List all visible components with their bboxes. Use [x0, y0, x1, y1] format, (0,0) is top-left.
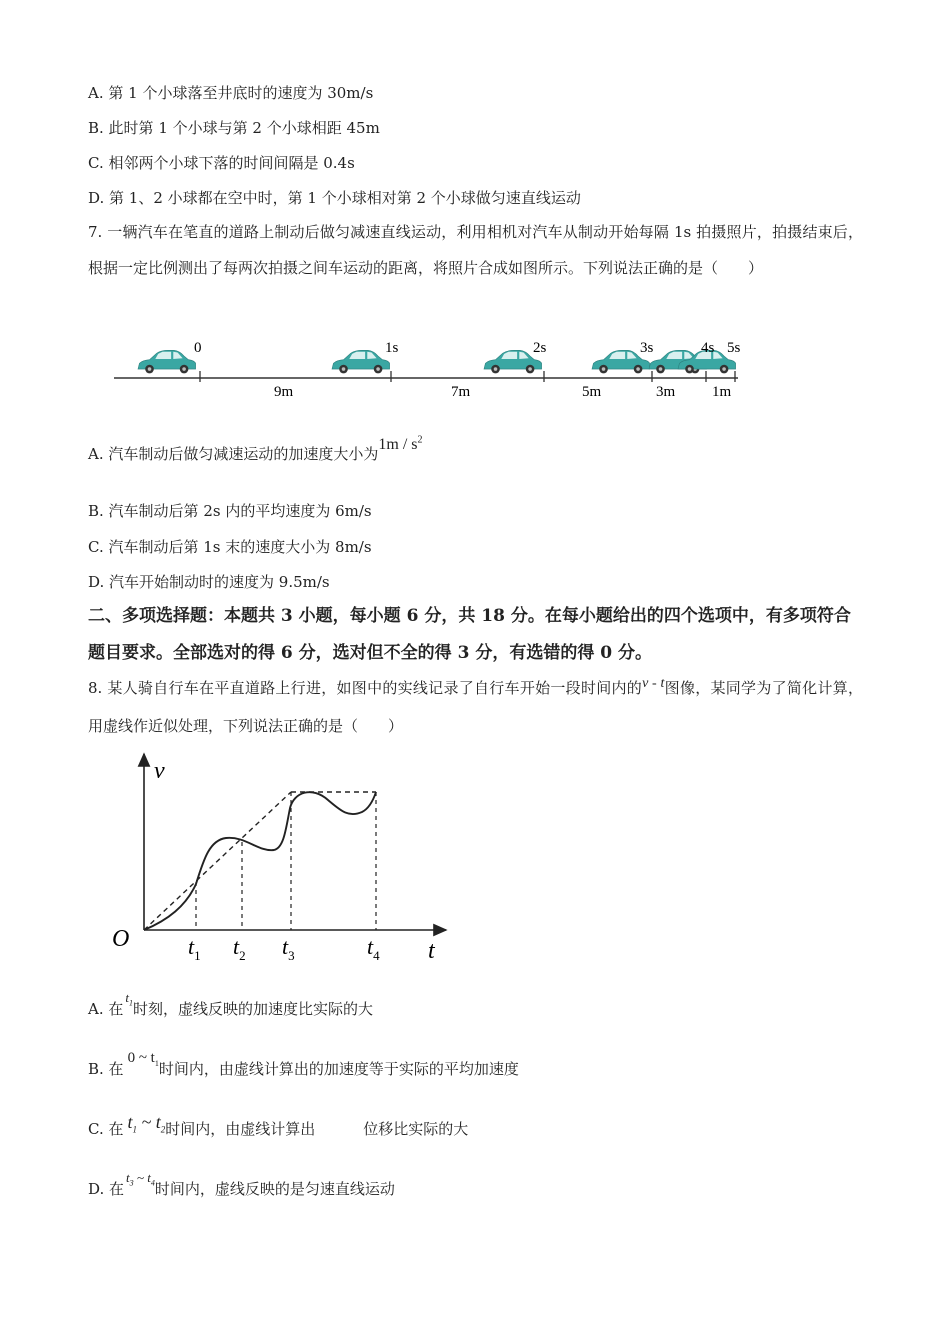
- distance-label-5m: 5m: [582, 384, 602, 400]
- tick-t4: $t_4$: [367, 934, 380, 963]
- section2-heading: 二、多项选择题：本题共 3 小题，每小题 6 分，共 18 分。在每小题给出的四个选项中，有多项符合题目要求。全部选对的得 6 分，选对但不全的得 3 分，有选错的得 0 分。: [88, 606, 851, 663]
- q6-option-c: C. 相邻两个小球下落的时间间隔是 0.4s: [88, 154, 355, 172]
- time-label-3s: 3s: [640, 340, 654, 356]
- q7-car-figure: [108, 332, 758, 410]
- origin-label: O: [112, 926, 130, 952]
- time-label-0: 0: [194, 340, 202, 356]
- distance-label-3m: 3m: [656, 384, 676, 400]
- car-t0: [138, 350, 196, 373]
- q8-option-d-range: $t_3$ ~ $t_4$: [126, 1170, 155, 1188]
- q8-option-c-range: $t_1$ ~ $t_2$: [127, 1112, 166, 1135]
- car-t1: [332, 350, 390, 373]
- q8-option-c: C. 在 $t_1$ ~ $t_2$时间内，由虚线计算出 位移比实际的大: [88, 1112, 469, 1138]
- q6-option-b: B. 此时第 1 个小球与第 2 个小球相距 45m: [88, 119, 380, 137]
- dashed-approx-line: [144, 792, 291, 930]
- q8-option-b-range: 0 ~ $t_1$: [127, 1050, 159, 1068]
- tick-t3: $t_3$: [282, 934, 295, 963]
- q7-stem: 7. 一辆汽车在笔直的道路上制动后做匀减速直线运动，利用相机对汽车从制动开始每隔 1s 拍摄照片，拍摄结束后，根据一定比例测出了每两次拍摄之间车运动的距离，将照片合成如图所示。下列说法正确的是（ ）: [88, 223, 863, 277]
- q7-option-a-text: A. 汽车制动后做匀减速运动的加速度大小为: [88, 445, 379, 463]
- q7-option-c: C. 汽车制动后第 1s 末的速度大小为 8m/s: [88, 538, 372, 556]
- q8-option-b: B. 在0 ~ $t_1$时间内，由虚线计算出的加速度等于实际的平均加速度: [88, 1050, 519, 1078]
- q7-option-d: D. 汽车开始制动时的速度为 9.5m/s: [88, 573, 330, 591]
- time-label-5s: 5s: [727, 340, 741, 356]
- q8-option-a-t1: $t_1$: [125, 990, 133, 1008]
- q8-option-a: A. 在$t_1$时刻，虚线反映的加速度比实际的大: [88, 990, 374, 1018]
- q7-option-b: B. 汽车制动后第 2s 内的平均速度为 6m/s: [88, 502, 372, 520]
- q8-stem: 8. 某人骑自行车在平直道路上行进，如图中的实线记录了自行车开始一段时间内的v - t图像，某同学为了简化计算，用虚线作近似处理，下列说法正确的是（ ）: [88, 676, 863, 735]
- time-label-2s: 2s: [533, 340, 547, 356]
- tick-t2: $t_2$: [233, 934, 246, 963]
- q6-option-a: A. 第 1 个小球落至井底时的速度为 30m/s: [88, 84, 374, 102]
- t-axis-label: t: [428, 938, 435, 964]
- v-axis-label: v: [154, 758, 165, 784]
- q7-option-a: [88, 434, 423, 464]
- q7-option-a-formula: $1m / s^2$: [378, 434, 423, 453]
- distance-label-1m: 1m: [712, 384, 732, 400]
- actual-vt-curve: [144, 792, 376, 930]
- time-label-4s: 4s: [701, 340, 715, 356]
- q8-vt-symbol: v - t: [642, 676, 665, 691]
- q8-option-d: D. 在$t_3$ ~ $t_4$时间内，虚线反映的是匀速直线运动: [88, 1170, 395, 1198]
- q8-vt-graph: [108, 748, 458, 970]
- distance-label-9m: 9m: [274, 384, 294, 400]
- distance-label-7m: 7m: [451, 384, 471, 400]
- time-label-1s: 1s: [385, 340, 399, 356]
- q6-option-d: D. 第 1、2 小球都在空中时，第 1 个小球相对第 2 个小球做匀速直线运动: [88, 189, 581, 207]
- tick-t1: $t_1$: [188, 934, 201, 963]
